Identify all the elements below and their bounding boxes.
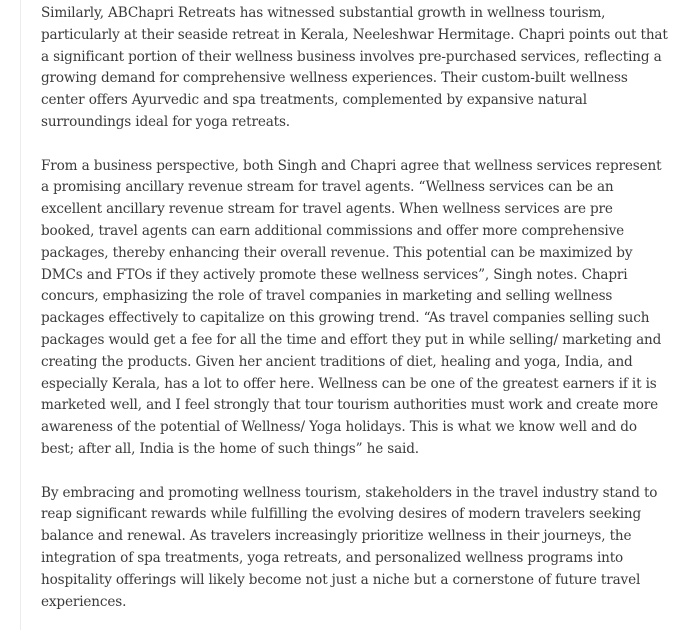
article-paragraph-3: By embracing and promoting wellness tourism, stakeholders in the travel industry stand to reap significant rewards while fulfilling the evolving desires of modern travelers seeking balance and renewal. As travelers increasingly prioritize wellness in their journeys, the integration of spa treatments, yoga retreats, and personalized wellness programs into hospitality offerings will likely become not just a niche but a cornerstone of future travel experiences. <box>41 484 658 610</box>
article-paragraph-1: Similarly, ABChapri Retreats has witnessed substantial growth in wellness tourism, particularly at their seaside retreat in Kerala, Neeleshwar Hermitage. Chapri points out that a significant portion of their wellness business involves pre-purchased services, reflecting a growing demand for comprehensive wellness experiences. Their custom-built wellness center offers Ayurvedic and spa treatments, complemented by expansive natural surroundings ideal for yoga retreats. <box>41 5 668 130</box>
article-paragraph-2: From a business perspective, both Singh and Chapri agree that wellness services represent a promising ancillary revenue stream for travel agents. “Wellness services can be an excellent ancillary revenue stream for travel agents. When wellness services are pre booked, travel agents can earn additional commissions and offer more comprehensive packages, thereby enhancing their overall revenue. This potential can be maximized by DMCs and FTOs if they actively promote these wellness services”, Singh notes. Chapri concurs, emphasizing the role of travel companies in marketing and selling wellness packages effectively to capitalize on this growing trend. “As travel companies selling such packages would get a fee for all the time and effort they put in while selling/ marketing and creating the products. Given her ancient traditions of diet, healing and yoga, India, and especially Kerala, has a lot to offer here. Wellness can be one of the greatest earners if it is marketed well, and I feel strongly that tour tourism authorities must work and create more awareness of the potential of Wellness/ Yoga holidays. This is what we know well and do best; after all, India is the home of such things” he said. <box>41 157 662 457</box>
content-left-border <box>20 0 21 630</box>
article-body <box>41 3 669 635</box>
